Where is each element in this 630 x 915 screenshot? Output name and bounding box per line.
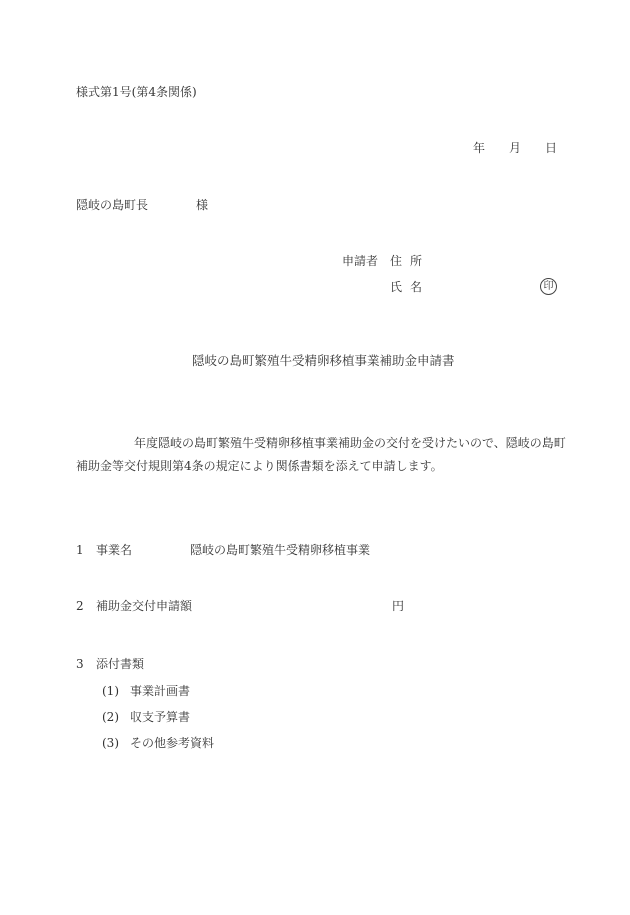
item-1-number: 1: [76, 543, 84, 557]
date-month-label: 月: [509, 141, 522, 155]
item-3-label: 添付書類: [96, 657, 145, 671]
attachment-2-label: 収支予算書: [130, 710, 191, 724]
date-day-label: 日: [545, 141, 558, 155]
document-title: 隠岐の島町繁殖牛受精卵移植事業補助金申請書: [192, 353, 455, 368]
applicant-label: 申請者: [342, 254, 379, 268]
addressee-name: 隠岐の島町長: [76, 198, 149, 212]
seal-icon: 印: [540, 278, 557, 295]
item-1-value: 隠岐の島町繁殖牛受精卵移植事業: [190, 543, 371, 557]
attachment-1-label: 事業計画書: [130, 684, 191, 698]
applicant-address-label: 住所: [390, 254, 431, 268]
item-2-unit: 円: [392, 599, 405, 613]
addressee-honorific: 様: [196, 198, 209, 212]
application-body-text: 年度隠岐の島町繁殖牛受精卵移植事業補助金の交付を受けたいので、隠岐の島町補助金等交付規則第4条の規定により関係書類を添えて申請します。: [76, 436, 566, 473]
attachment-1-number: (1): [102, 684, 119, 698]
date-year-label: 年: [473, 141, 486, 155]
item-2-label: 補助金交付申請額: [96, 599, 193, 613]
attachment-3-label: その他参考資料: [130, 736, 215, 750]
attachment-2-number: (2): [102, 710, 119, 724]
applicant-name-label: 氏名: [390, 280, 431, 294]
item-2-number: 2: [76, 599, 84, 613]
item-1-label: 事業名: [96, 543, 133, 557]
attachment-3-number: (3): [102, 736, 119, 750]
form-number: 様式第1号(第4条関係): [76, 85, 197, 99]
item-3-number: 3: [76, 657, 84, 671]
